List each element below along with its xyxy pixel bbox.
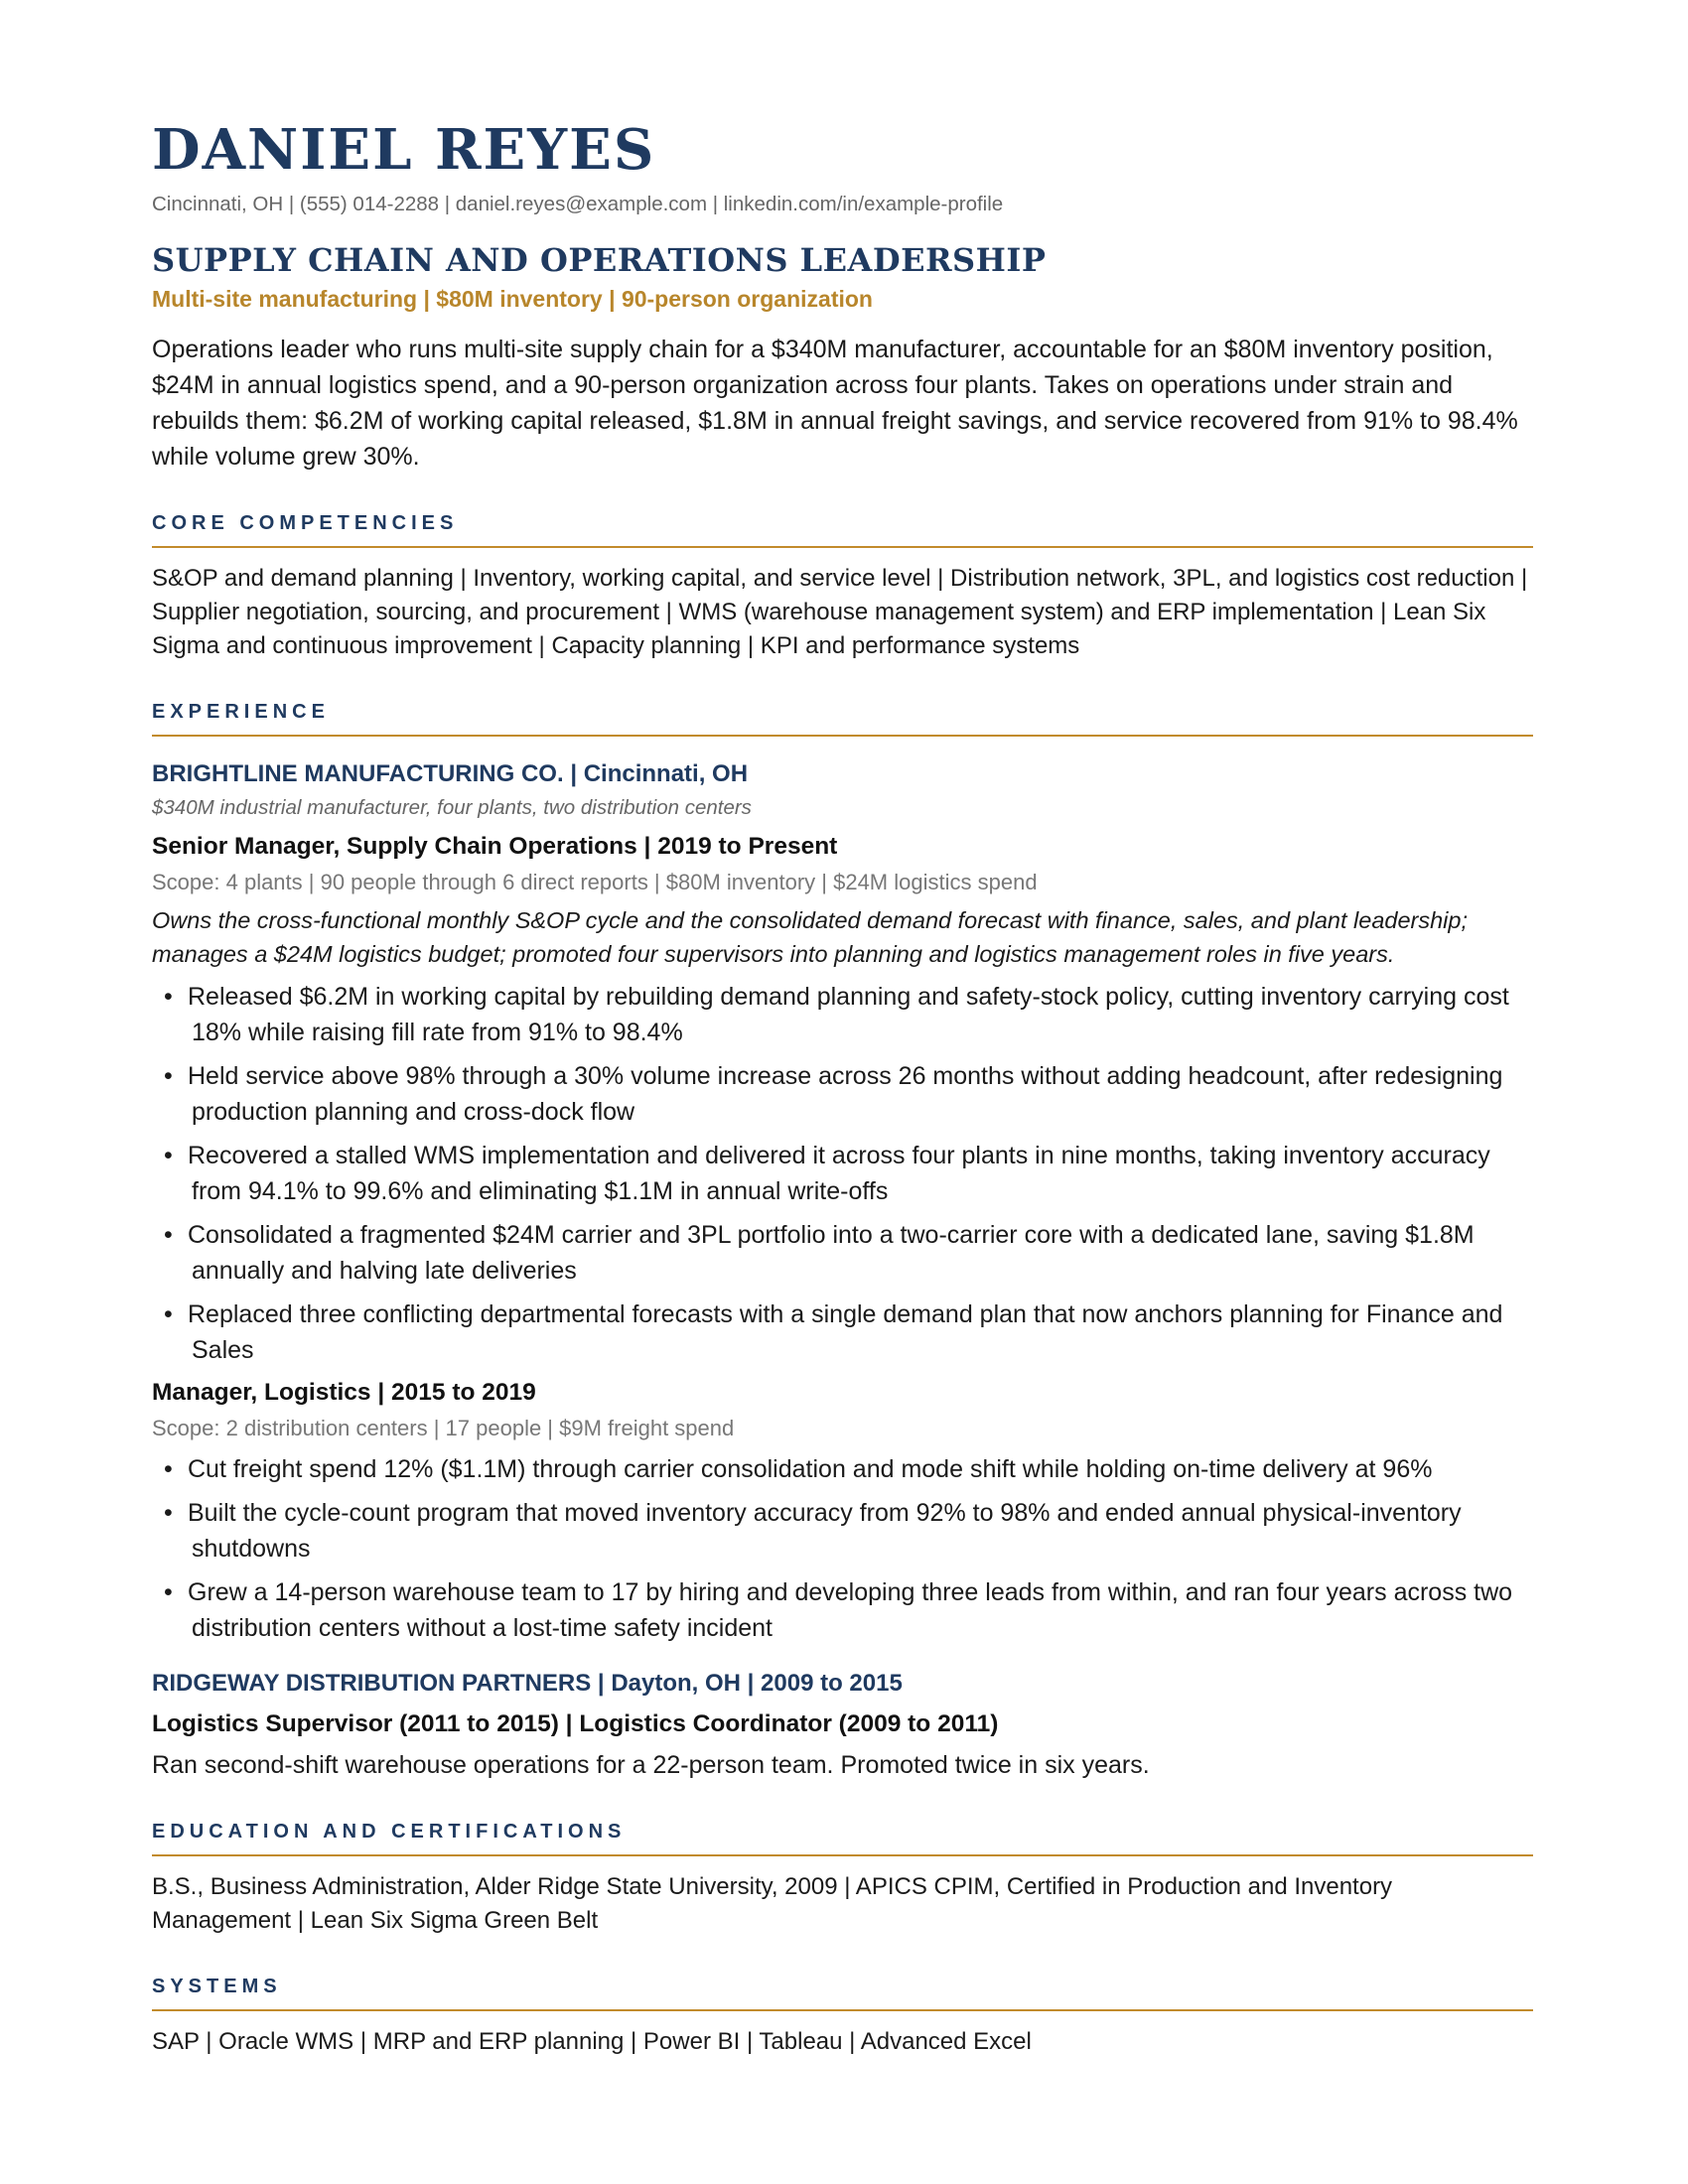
- bullet-icon: •: [164, 1455, 173, 1483]
- contact-line: Cincinnati, OH | (555) 014-2288 | daniel.reyes@example.com | linkedin.com/in/example-profile: [152, 193, 1004, 215]
- achievement-item: • Consolidated a fragmented $24M carrier and 3PL portfolio into a two-carrier core with a dedicated lane, saving $1.8M annually and halving late deliveries: [152, 1217, 1533, 1289]
- role-summary-senior-manager: Owns the cross-functional monthly S&OP cycle and the consolidated demand forecast with finance, sales, and plant leadership; manages a $24M logistics budget; promoted four supervisors into planning and logistics management roles in five years.: [152, 907, 1468, 967]
- competencies-text: S&OP and demand planning | Inventory, working capital, and service level | Distribution network, 3PL, and logistics cost reduction | Supplier negotiation, sourcing, and procurement | WMS (warehouse management system) and ERP implementation | Lean Six Sigma and continuous improvement | Capacity planning | KPI and performance systems: [152, 565, 1528, 659]
- company-description: $340M industrial manufacturer, four plants, two distribution centers: [152, 796, 752, 819]
- role-title-logistics-manager: Manager, Logistics | 2015 to 2019: [152, 1379, 536, 1406]
- systems-text: SAP | Oracle WMS | MRP and ERP planning | Power BI | Tableau | Advanced Excel: [152, 2028, 1032, 2055]
- bullet-icon: •: [164, 1300, 173, 1328]
- candidate-name: DANIEL REYES: [152, 117, 656, 183]
- role-title-senior-manager: Senior Manager, Supply Chain Operations | 2019 to Present: [152, 833, 838, 860]
- achievement-list-senior-manager: [152, 979, 1533, 1368]
- section-title-competencies: CORE COMPETENCIES: [152, 510, 1533, 548]
- company-ridgeway: RIDGEWAY DISTRIBUTION PARTNERS | Dayton, OH | 2009 to 2015: [152, 1670, 903, 1697]
- headline: SUPPLY CHAIN AND OPERATIONS LEADERSHIP: [152, 241, 1047, 279]
- bullet-icon: •: [164, 1499, 173, 1527]
- bullet-icon: •: [164, 1062, 173, 1090]
- section-title-systems: SYSTEMS: [152, 1974, 1533, 2011]
- role-scope-logistics-manager: Scope: 2 distribution centers | 17 people | $9M freight spend: [152, 1416, 735, 1440]
- role-summary-ridgeway: Ran second-shift warehouse operations for a 22-person team. Promoted twice in six years.: [152, 1751, 1150, 1779]
- achievement-item: • Built the cycle-count program that moved inventory accuracy from 92% to 98% and ended annual physical-inventory shutdowns: [152, 1495, 1533, 1567]
- role-title-ridgeway: Logistics Supervisor (2011 to 2015) | Logistics Coordinator (2009 to 2011): [152, 1710, 999, 1737]
- achievement-item: • Released $6.2M in working capital by rebuilding demand planning and safety-stock policy, cutting inventory carrying cost 18% while raising fill rate from 91% to 98.4%: [152, 979, 1533, 1050]
- company-brightline: BRIGHTLINE MANUFACTURING CO. | Cincinnati, OH: [152, 760, 749, 787]
- bullet-icon: •: [164, 1142, 173, 1169]
- achievement-item: • Replaced three conflicting departmental forecasts with a single demand plan that now anchors planning for Finance and Sales: [152, 1297, 1533, 1368]
- bullet-icon: •: [164, 1578, 173, 1606]
- achievement-item: • Held service above 98% through a 30% volume increase across 26 months without adding headcount, after redesigning production planning and cross-dock flow: [152, 1058, 1533, 1130]
- achievement-list-logistics-manager: [152, 1451, 1533, 1646]
- section-title-experience: EXPERIENCE: [152, 699, 1533, 737]
- role-scope-senior-manager: Scope: 4 plants | 90 people through 6 direct reports | $80M inventory | $24M logistics spend: [152, 870, 1038, 894]
- professional-summary: Operations leader who runs multi-site supply chain for a $340M manufacturer, accountable for an $80M inventory position, $24M in annual logistics spend, and a 90-person organization across four plants. Takes on operations under strain and rebuilds them: $6.2M of working capital released, $1.8M in annual freight savings, and service recovered from 91% to 98.4% while volume grew 30%.: [152, 336, 1518, 471]
- bullet-icon: •: [164, 1221, 173, 1249]
- achievement-item: • Recovered a stalled WMS implementation and delivered it across four plants in nine months, taking inventory accuracy from 94.1% to 99.6% and eliminating $1.1M in annual write-offs: [152, 1138, 1533, 1209]
- bullet-icon: •: [164, 983, 173, 1011]
- education-text: B.S., Business Administration, Alder Ridge State University, 2009 | APICS CPIM, Certified in Production and Inventory Management | Lean Six Sigma Green Belt: [152, 1873, 1393, 1934]
- achievement-item: • Cut freight spend 12% ($1.1M) through carrier consolidation and mode shift while holding on-time delivery at 96%: [152, 1451, 1533, 1487]
- section-title-education: EDUCATION AND CERTIFICATIONS: [152, 1819, 1533, 1856]
- subheadline: Multi-site manufacturing | $80M inventory | 90-person organization: [152, 286, 873, 312]
- achievement-item: • Grew a 14-person warehouse team to 17 by hiring and developing three leads from within, and ran four years across two distribution centers without a lost-time safety incident: [152, 1574, 1533, 1646]
